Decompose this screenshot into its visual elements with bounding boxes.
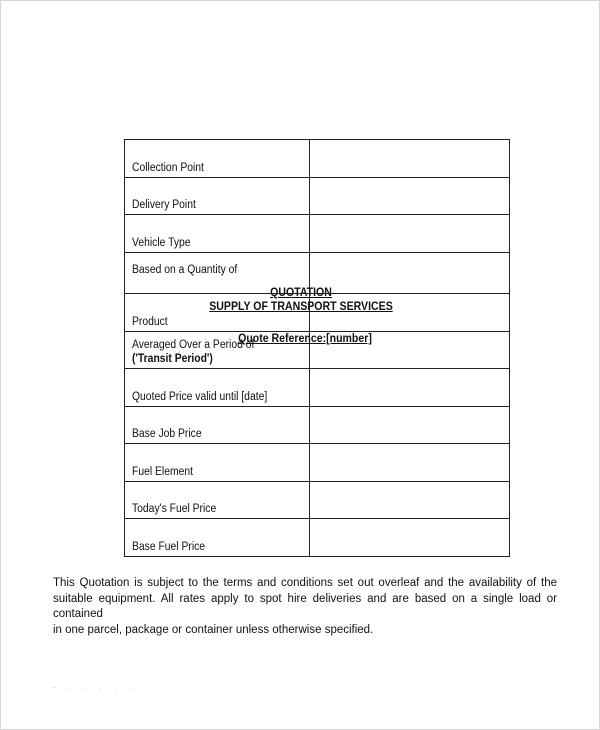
terms-line: suitable equipment. All rates apply to spot hire deliveries and are based on a single load or contained [53, 592, 557, 620]
value-cell [310, 444, 510, 482]
terms-line: in one parcel, package or container unless otherwise specified. [53, 623, 374, 636]
row-label: Quoted Price valid until [date] [132, 390, 268, 403]
value-cell [310, 481, 510, 519]
row-label: Base Fuel Price [132, 540, 206, 553]
row-label: Averaged Over a Period of [132, 339, 255, 351]
table-row [125, 406, 510, 444]
table-row [125, 252, 510, 294]
table-row [125, 140, 510, 178]
row-label: Today's Fuel Price [132, 503, 217, 515]
value-cell [310, 215, 510, 253]
table-row [125, 331, 510, 369]
table-row [125, 481, 510, 519]
value-cell [310, 252, 510, 294]
value-cell [310, 369, 510, 407]
table-row [125, 369, 510, 407]
quotation-table [124, 139, 510, 557]
quote-reference: Quote Reference:[number] [238, 331, 372, 345]
table-row [125, 519, 510, 557]
row-label: Product [132, 315, 168, 328]
terms-paragraph [53, 576, 557, 638]
faint-marks: - . . . . . [53, 685, 138, 691]
table-row [125, 215, 510, 253]
row-label: Vehicle Type [132, 236, 191, 249]
document-title: QUOTATION [270, 285, 332, 299]
value-cell [310, 177, 510, 215]
value-cell [310, 519, 510, 557]
table-row [125, 177, 510, 215]
row-label-bold: ('Transit Period') [132, 353, 213, 365]
table-row [125, 444, 510, 482]
table-row [125, 294, 510, 332]
value-cell [310, 406, 510, 444]
document-subtitle: SUPPLY OF TRANSPORT SERVICES [209, 299, 393, 313]
row-label: Delivery Point [132, 199, 196, 211]
row-label: Fuel Element [132, 465, 193, 478]
row-label: Based on a Quantity of [132, 263, 238, 276]
terms-line: This Quotation is subject to the terms and conditions set out overleaf and the availability of the [53, 577, 557, 589]
row-label: Collection Point [132, 161, 204, 174]
row-label: Base Job Price [132, 428, 202, 440]
value-cell [310, 140, 510, 178]
value-cell [310, 331, 510, 369]
value-cell [310, 294, 510, 332]
